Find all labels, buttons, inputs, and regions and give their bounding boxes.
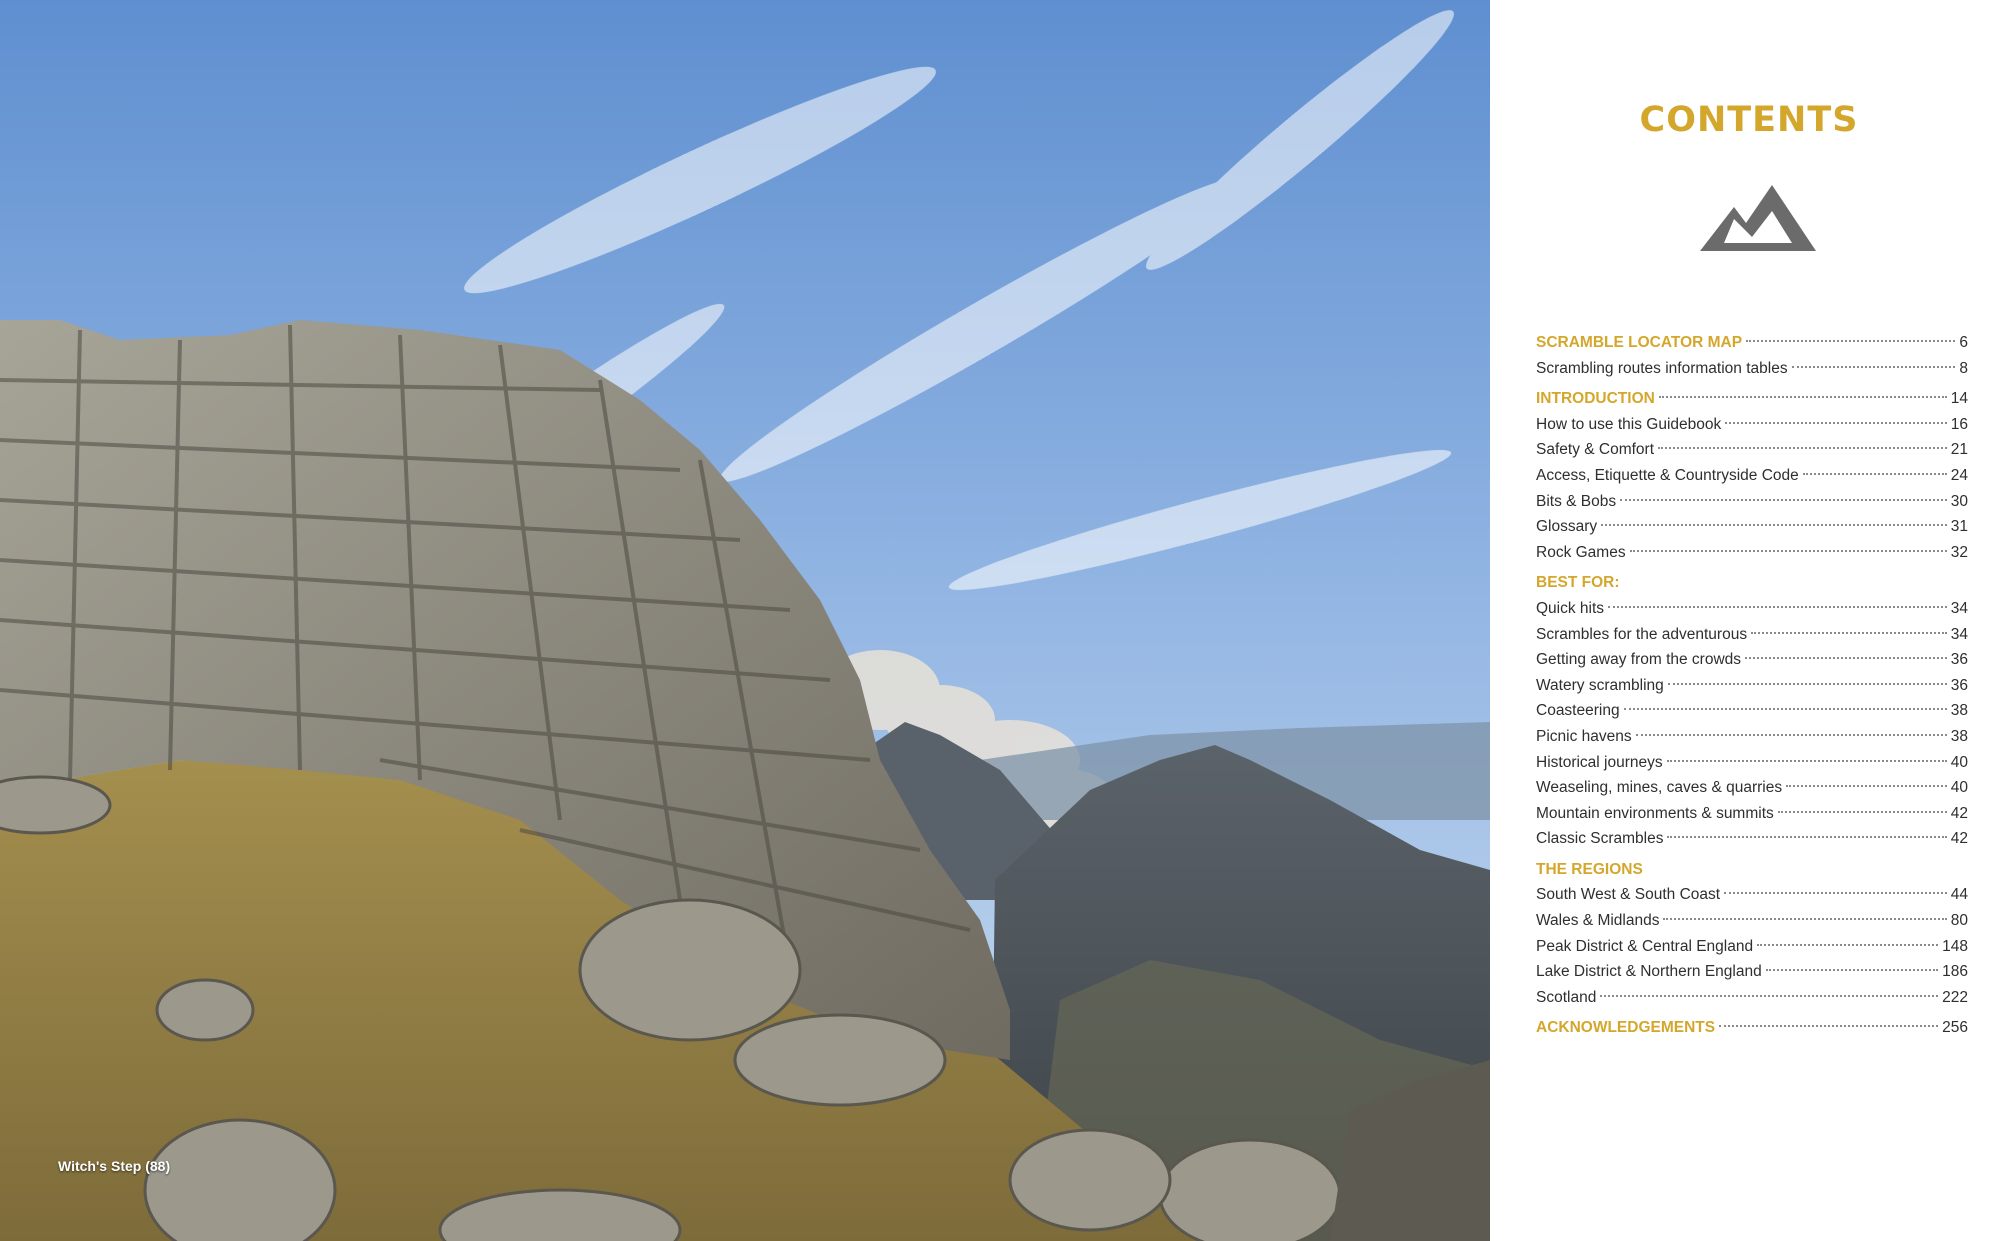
toc-entry-label: Rock Games bbox=[1536, 543, 1626, 561]
toc-entry[interactable] bbox=[1536, 826, 1968, 852]
toc-entry-label: Coasteering bbox=[1536, 702, 1620, 720]
dot-leader bbox=[1803, 473, 1947, 475]
toc-entry[interactable] bbox=[1536, 356, 1968, 382]
toc-page-number: 14 bbox=[1950, 390, 1968, 408]
toc-page-number: 38 bbox=[1950, 727, 1968, 745]
toc-page-number: 40 bbox=[1950, 753, 1968, 771]
table-of-contents bbox=[1536, 330, 1968, 1041]
toc-entry-label: Picnic havens bbox=[1536, 727, 1632, 745]
toc-entry-label: Peak District & Central England bbox=[1536, 937, 1754, 955]
toc-entry-label: THE REGIONS bbox=[1536, 860, 1643, 878]
toc-entry-label: BEST FOR: bbox=[1536, 574, 1620, 592]
dot-leader bbox=[1608, 606, 1947, 608]
toc-page-number: 21 bbox=[1950, 441, 1968, 459]
toc-page-number: 36 bbox=[1950, 651, 1968, 669]
toc-page-number: 44 bbox=[1950, 886, 1968, 904]
toc-entry-label: Weaseling, mines, caves & quarries bbox=[1536, 779, 1783, 797]
dot-leader bbox=[1792, 366, 1956, 368]
toc-page-number: 186 bbox=[1942, 963, 1968, 981]
toc-page-number: 34 bbox=[1950, 599, 1968, 617]
dot-leader bbox=[1745, 657, 1947, 659]
dot-leader bbox=[1778, 811, 1947, 813]
dot-leader bbox=[1600, 995, 1938, 997]
toc-page-number: 42 bbox=[1950, 830, 1968, 848]
toc-page-number: 222 bbox=[1942, 988, 1968, 1006]
dot-leader bbox=[1620, 499, 1947, 501]
toc-entry-label: SCRAMBLE LOCATOR MAP bbox=[1536, 334, 1743, 351]
toc-entry-label: ACKNOWLEDGEMENTS bbox=[1536, 1019, 1716, 1037]
toc-section-heading[interactable] bbox=[1536, 1015, 1968, 1041]
toc-page-number: 32 bbox=[1950, 543, 1968, 561]
dot-leader bbox=[1659, 396, 1947, 398]
dot-leader bbox=[1757, 944, 1938, 946]
dot-leader bbox=[1724, 892, 1947, 894]
toc-entry-label: South West & South Coast bbox=[1536, 886, 1721, 904]
toc-entry-label: Historical journeys bbox=[1536, 753, 1663, 771]
toc-entry-label: Access, Etiquette & Countryside Code bbox=[1536, 466, 1799, 484]
toc-entry[interactable] bbox=[1536, 959, 1968, 985]
toc-page-number: 256 bbox=[1942, 1019, 1968, 1037]
toc-entry-label: Scrambling routes information tables bbox=[1536, 359, 1788, 377]
toc-entry[interactable] bbox=[1536, 882, 1968, 908]
toc-entry-label: Safety & Comfort bbox=[1536, 441, 1655, 459]
toc-entry[interactable] bbox=[1536, 463, 1968, 489]
toc-entry-label: Mountain environments & summits bbox=[1536, 804, 1774, 822]
toc-entry[interactable] bbox=[1536, 622, 1968, 648]
toc-section-heading[interactable] bbox=[1536, 570, 1968, 596]
toc-page-number: 8 bbox=[1959, 359, 1968, 377]
toc-page-number: 16 bbox=[1950, 415, 1968, 433]
dot-leader bbox=[1746, 340, 1955, 342]
dot-leader bbox=[1766, 969, 1938, 971]
toc-page-number: 36 bbox=[1950, 676, 1968, 694]
toc-entry-label: Scotland bbox=[1536, 988, 1597, 1006]
toc-page-number: 40 bbox=[1950, 779, 1968, 797]
toc-entry-label: Wales & Midlands bbox=[1536, 912, 1660, 930]
toc-page-number: 80 bbox=[1950, 912, 1968, 930]
toc-entry-label: Scrambles for the adventurous bbox=[1536, 625, 1748, 643]
toc-entry-label: INTRODUCTION bbox=[1536, 390, 1655, 408]
toc-entry-label: How to use this Guidebook bbox=[1536, 415, 1722, 433]
toc-entry-label: Lake District & Northern England bbox=[1536, 963, 1762, 981]
photo-caption: Witch's Step (88) bbox=[58, 1158, 171, 1174]
toc-entry-label: Watery scrambling bbox=[1536, 676, 1664, 694]
toc-entry[interactable] bbox=[1536, 698, 1968, 724]
toc-entry-label: Quick hits bbox=[1536, 599, 1605, 617]
toc-section-heading[interactable] bbox=[1536, 330, 1968, 356]
dot-leader bbox=[1751, 632, 1947, 634]
toc-entry[interactable] bbox=[1536, 934, 1968, 960]
toc-page-number: 24 bbox=[1950, 466, 1968, 484]
toc-entry[interactable] bbox=[1536, 801, 1968, 827]
dot-leader bbox=[1630, 550, 1947, 552]
toc-page-number: 148 bbox=[1942, 937, 1968, 955]
dot-leader bbox=[1667, 836, 1946, 838]
toc-entry[interactable] bbox=[1536, 596, 1968, 622]
toc-page-number: 30 bbox=[1950, 492, 1968, 510]
toc-entry-label: Glossary bbox=[1536, 518, 1598, 536]
toc-entry-label: Bits & Bobs bbox=[1536, 492, 1617, 510]
dot-leader bbox=[1636, 734, 1947, 736]
contents-panel bbox=[1490, 0, 2008, 1241]
toc-entry[interactable] bbox=[1536, 750, 1968, 776]
toc-section-heading[interactable] bbox=[1536, 857, 1968, 883]
toc-page-number: 38 bbox=[1950, 702, 1968, 720]
toc-entry[interactable] bbox=[1536, 908, 1968, 934]
toc-section-heading[interactable] bbox=[1536, 386, 1968, 412]
dot-leader bbox=[1663, 918, 1946, 920]
dot-leader bbox=[1667, 760, 1947, 762]
toc-entry[interactable] bbox=[1536, 412, 1968, 438]
toc-entry[interactable] bbox=[1536, 775, 1968, 801]
dot-leader bbox=[1624, 708, 1947, 710]
dot-leader bbox=[1668, 683, 1947, 685]
toc-entry[interactable] bbox=[1536, 514, 1968, 540]
contents-title: CONTENTS bbox=[1639, 100, 1859, 140]
toc-entry[interactable] bbox=[1536, 540, 1968, 566]
dot-leader bbox=[1719, 1025, 1938, 1027]
toc-entry[interactable] bbox=[1536, 673, 1968, 699]
toc-entry-label: Classic Scrambles bbox=[1536, 830, 1664, 848]
mountain-peaks-icon bbox=[1700, 185, 1816, 251]
toc-entry[interactable] bbox=[1536, 724, 1968, 750]
dot-leader bbox=[1786, 785, 1947, 787]
toc-entry[interactable] bbox=[1536, 647, 1968, 673]
toc-entry[interactable] bbox=[1536, 985, 1968, 1011]
dot-leader bbox=[1725, 422, 1947, 424]
toc-page-number: 34 bbox=[1950, 625, 1968, 643]
toc-page-number: 42 bbox=[1950, 804, 1968, 822]
toc-entry[interactable] bbox=[1536, 437, 1968, 463]
toc-page-number: 6 bbox=[1959, 334, 1968, 351]
toc-entry[interactable] bbox=[1536, 489, 1968, 515]
toc-page-number: 31 bbox=[1950, 518, 1968, 536]
dot-leader bbox=[1658, 447, 1947, 449]
toc-entry-label: Getting away from the crowds bbox=[1536, 651, 1742, 669]
dot-leader bbox=[1601, 524, 1947, 526]
